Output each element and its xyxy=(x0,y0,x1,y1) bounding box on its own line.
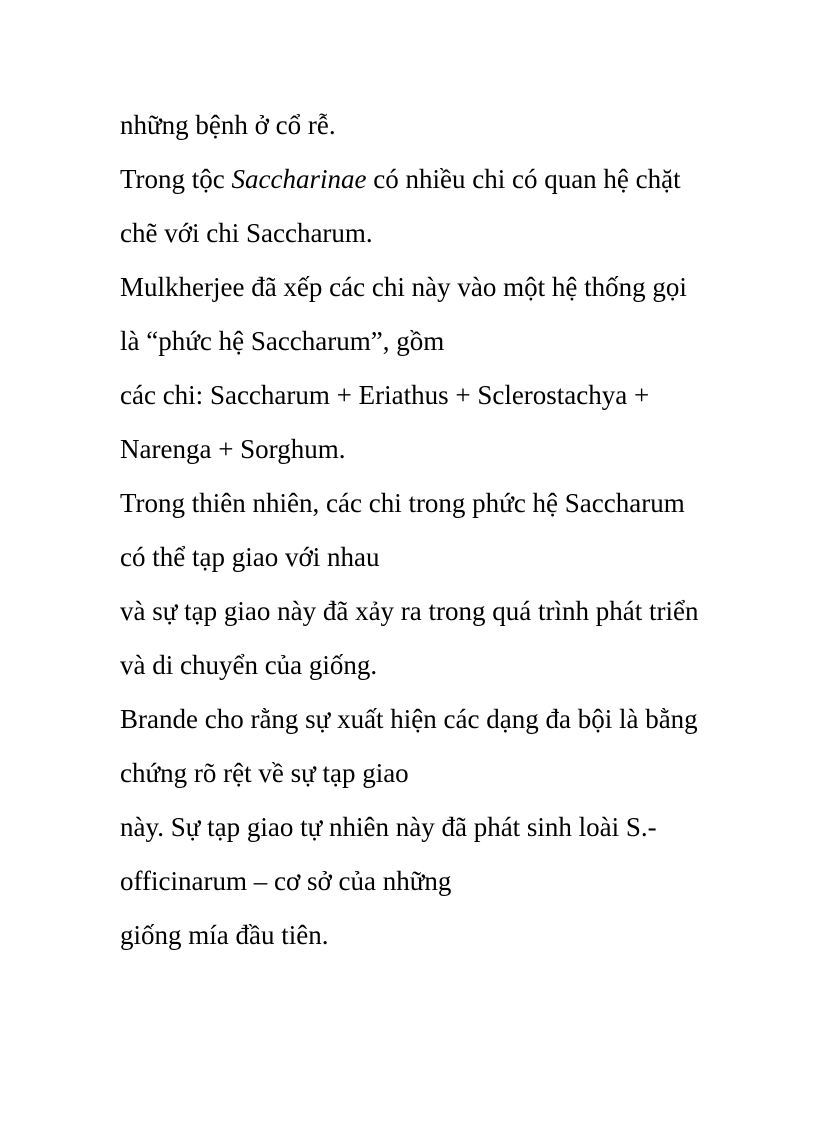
body-text xyxy=(120,98,720,962)
text-line xyxy=(120,152,720,206)
text-segment: có nhiều chi có quan hệ chặt xyxy=(366,164,681,194)
text-line: này. Sự tạp giao tự nhiên này đã phát sinh loài S.- xyxy=(120,812,657,842)
text-line: và sự tạp giao này đã xảy ra trong quá trình phát triển xyxy=(120,596,699,626)
text-line: giống mía đầu tiên. xyxy=(120,920,329,950)
text-line: các chi: Saccharum + Eriathus + Sclerostachya + xyxy=(120,380,650,410)
text-line: Mulkherjee đã xếp các chi này vào một hệ thống gọi xyxy=(120,272,687,302)
text-line: và di chuyển của giống. xyxy=(120,650,378,680)
text-line: chứng rõ rệt về sự tạp giao xyxy=(120,758,409,788)
taxon-name: Saccharinae xyxy=(231,164,367,194)
text-line: officinarum – cơ sở của những xyxy=(120,866,452,896)
text-segment: Trong tộc xyxy=(120,164,232,194)
text-line: Narenga + Sorghum. xyxy=(120,434,346,464)
text-line: những bệnh ở cổ rễ. xyxy=(120,110,336,140)
text-line: là “phức hệ Saccharum”, gồm xyxy=(120,326,445,356)
text-line: Trong thiên nhiên, các chi trong phức hệ Saccharum xyxy=(120,488,685,518)
text-line: có thể tạp giao với nhau xyxy=(120,542,380,572)
text-line: chẽ với chi Saccharum. xyxy=(120,218,373,248)
text-line: Brande cho rằng sự xuất hiện các dạng đa bội là bằng xyxy=(120,704,698,734)
